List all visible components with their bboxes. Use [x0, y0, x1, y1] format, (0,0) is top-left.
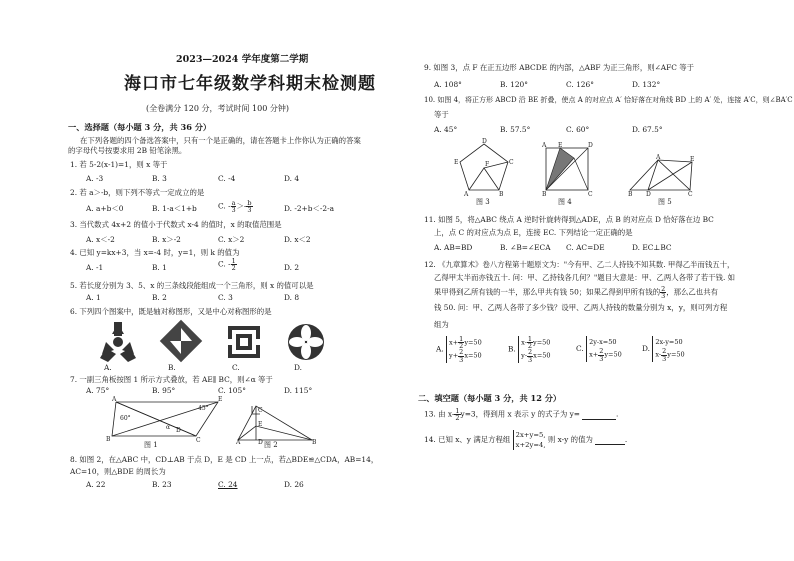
option-b[interactable]: B. 2 [152, 293, 167, 302]
question-8-line2: AC=10，则△BDE 的周长为 [70, 467, 166, 476]
question-4: 4. 已知 y=kx+3，当 x=-4 时，y=1，则 k 的值为 [70, 248, 240, 257]
svg-text:A: A [542, 142, 547, 149]
school-year: 2023—2024 学年度第二学期 [176, 54, 309, 65]
svg-text:A: A [656, 154, 661, 161]
svg-text:B: B [312, 439, 317, 446]
option-c[interactable]: C. [232, 363, 240, 372]
symmetry-patterns-figure [96, 322, 336, 366]
option-d[interactable]: D. [294, 363, 303, 372]
option-b[interactable]: B. x- $\frac{1}{2}$ y=50 y- $\frac{2}{3}$ x=50 [508, 335, 551, 364]
option-a[interactable]: A. 45° [434, 125, 458, 134]
question-3: 3. 当代数式 4x+2 的值小于代数式 x-4 的值时，x 的取值范围是 [70, 220, 282, 229]
option-b[interactable]: B. 3 [152, 174, 167, 183]
right-column [418, 0, 793, 561]
option-b[interactable]: B. 1 [152, 263, 167, 272]
svg-text:B: B [106, 436, 111, 443]
svg-text:α: α [166, 424, 171, 431]
option-c[interactable]: C. 24 [218, 480, 238, 489]
option-a[interactable]: A. 108° [434, 80, 462, 89]
question-2: 2. 若 a＞-b，则下列不等式一定成立的是 [70, 188, 205, 197]
option-b[interactable]: B. x＞-2 [152, 235, 181, 244]
option-b[interactable]: B. 120° [500, 80, 528, 89]
question-10-options [434, 125, 698, 134]
svg-text:B: B [542, 191, 547, 198]
figure-4-square [542, 144, 594, 196]
exam-title: 海口市七年级数学科期末检测题 [124, 74, 376, 94]
question-7-options [86, 386, 350, 395]
option-a[interactable]: A. 22 [86, 480, 106, 489]
figure-3-pentagon [454, 140, 514, 196]
option-c[interactable]: C. -4 [218, 174, 236, 183]
question-5: 5. 若长度分别为 3、5、x 的三条线段能组成一个三角形，则 x 的值可以是 [70, 281, 314, 290]
option-d[interactable]: D. 115° [284, 386, 313, 395]
figure-2-triangle [236, 404, 316, 444]
option-c[interactable]: C. AC=DE [566, 243, 605, 252]
svg-text:A: A [464, 191, 469, 198]
svg-text:C: C [688, 191, 693, 198]
pattern-a-icon [100, 322, 136, 362]
option-c[interactable]: C. - $\frac{1}{2}$ [218, 257, 236, 273]
question-8: 8. 如图 2，在△ABC 中，CD⊥AB 于点 D，E 是 CD 上一点，若△BDE≌△CDA，AB=14， [70, 455, 379, 464]
section2-heading: 二、填空题（每小题 3 分，共 12 分） [418, 393, 562, 403]
svg-text:D: D [482, 138, 487, 145]
option-a[interactable]: A. -3 [86, 174, 104, 183]
question-2-options [86, 200, 386, 216]
option-b[interactable]: B. ∠B=∠ECA [500, 243, 551, 252]
option-c[interactable]: C. 3 [218, 293, 233, 302]
question-13: 13. 由 x- $\frac{1}{2}$ y=3，得到用 x 表示 y 的式子为 y= . [424, 407, 619, 423]
option-d[interactable]: D. 8 [284, 293, 300, 302]
option-d[interactable]: D. 67.5° [632, 125, 663, 134]
question-7: 7. 一副三角板按图 1 所示方式叠放，若 AE∥ BC，则∠α 等于 [70, 375, 273, 384]
figure-5-rotation [628, 154, 695, 198]
svg-text:A: A [236, 439, 241, 446]
left-column [68, 0, 379, 561]
option-a[interactable]: A. AB=BD [434, 243, 473, 252]
svg-text:A: A [112, 396, 117, 403]
question-10-line2: 等于 [434, 110, 449, 119]
question-1: 1. 若 5-2(x-1)=1，则 x 等于 [70, 160, 168, 169]
svg-text:E: E [454, 159, 459, 166]
question-11-line2: 上，点 C 的对应点为点 E，连接 EC. 下列结论一定正确的是 [434, 228, 633, 237]
option-a[interactable]: A. x＜-2 [86, 235, 115, 244]
question-11: 11. 如图 5，将△ABC 绕点 A 逆时针旋转得到△ADE，点 B 的对应点 D 恰好落在边 BC [424, 215, 714, 224]
svg-text:E: E [690, 156, 695, 163]
svg-text:E: E [218, 396, 223, 403]
section1-instruction-2: 的字母代号按要求用 2B 铅笔涂黑。 [68, 146, 187, 155]
option-c[interactable]: C. 2y-x=50 x+ $\frac{2}{3}$ y=50 [576, 338, 622, 363]
option-d[interactable]: D. -2+b＜-2-a [284, 204, 334, 213]
option-d[interactable]: D. 4 [284, 174, 300, 183]
pattern-c-icon [228, 326, 260, 358]
figure-3-caption: 图 3 [476, 198, 490, 206]
figure-2-caption: 图 2 [264, 441, 278, 449]
section1-instruction: 在下列各题的四个备选答案中，只有一个是正确的，请在答题卡上作你认为正确的答案 [80, 136, 361, 145]
svg-text:D: D [258, 439, 263, 446]
svg-text:E: E [258, 421, 263, 428]
svg-text:C: C [588, 191, 593, 198]
exam-subtitle: (全卷满分 120 分，考试时间 100 分钟) [146, 104, 289, 113]
svg-text:C: C [258, 407, 263, 414]
option-c[interactable]: C. 105° [218, 386, 246, 395]
question-12-line2: 乙得甲太半而亦钱五十. 问：甲、乙持钱各几何？"题目大意是：甲、乙两人各带了若干钱. 如 [434, 273, 736, 282]
option-d[interactable]: D. 2x-y=50 x- $\frac{2}{3}$ y=50 [642, 338, 685, 363]
svg-text:D: D [176, 427, 181, 434]
question-3-options [86, 235, 350, 244]
option-c[interactable]: C. - $\frac{a}{3}$ ＞- $\frac{b}{3}$ [218, 199, 252, 215]
figure-4-caption: 图 4 [558, 198, 572, 206]
svg-text:45°: 45° [198, 405, 209, 412]
option-d[interactable]: D. x＜2 [284, 235, 311, 244]
figure-1-caption: 图 1 [144, 441, 158, 449]
question-12-line5: 组为 [434, 320, 449, 329]
option-c[interactable]: C. 126° [566, 80, 594, 89]
option-a[interactable]: A. x+ $\frac{1}{2}$ y=50 y+ $\frac{2}{3}$ x=50 [436, 335, 482, 364]
question-12: 12. 《九章算术》卷八方程第十题原文为："今有甲、乙二人持钱不知其数. 甲得乙半而钱五十， [424, 260, 735, 269]
question-12-line3: 果甲得到乙所有钱的一半，那么甲共有钱 50；如果乙得到甲所有钱的 $\frac{2}{3}$ ，那么乙也共有 [434, 285, 718, 301]
answer-blank-14[interactable] [595, 435, 625, 445]
option-b[interactable]: B. 23 [152, 480, 172, 489]
svg-text:B: B [499, 191, 504, 198]
question-10: 10. 如图 4，将正方形 ABCD 沿 BE 折叠，使点 A 的对应点 A′ 恰好落在对角线 BD 上的 A′ 处，连接 A′C，则∠BA′C [424, 96, 793, 104]
svg-text:B: B [628, 191, 633, 198]
option-d[interactable]: D. 132° [632, 80, 661, 89]
option-a[interactable]: A. 1 [86, 293, 101, 302]
svg-text:C: C [509, 159, 514, 166]
svg-text:D: D [646, 191, 651, 198]
section1-heading: 一、选择题（每小题 3 分，共 36 分） [68, 122, 212, 132]
option-d[interactable]: D. 26 [284, 480, 304, 489]
svg-text:F: F [485, 161, 490, 168]
question-1-options [86, 174, 350, 183]
question-12-options [436, 336, 726, 372]
option-b[interactable]: B. 95° [152, 386, 176, 395]
question-8-options [86, 480, 350, 489]
option-d[interactable]: D. EC⊥BC [632, 243, 672, 252]
option-a[interactable]: A. -1 [86, 263, 104, 272]
question-9: 9. 如图 3，点 F 在正五边形 ABCDE 的内部，△ABF 为正三角形，则∠AFC 等于 [424, 63, 695, 72]
option-c[interactable]: C. x＞2 [218, 235, 245, 244]
figure-1-triangles [106, 396, 226, 442]
svg-text:D: D [588, 142, 593, 149]
figure-5-caption: 图 5 [658, 198, 672, 206]
question-6: 6. 下列四个图案中，既是轴对称图形，又是中心对称图形的是 [70, 307, 272, 316]
option-c[interactable]: C. 60° [566, 125, 590, 134]
option-d[interactable]: D. 2 [284, 263, 300, 272]
answer-blank-13[interactable] [582, 410, 616, 420]
question-6-options [104, 363, 346, 372]
option-a[interactable]: A. 75° [86, 386, 110, 395]
svg-text:C: C [196, 437, 201, 444]
pattern-b-icon [160, 320, 202, 362]
question-9-options [434, 80, 698, 89]
question-11-options [434, 243, 698, 252]
pattern-d-icon [288, 324, 324, 360]
question-14: 14. 已知 x、y 满足方程组 2x+y=5, x+2y=4, 则 x-y 的值为 . [424, 431, 628, 450]
option-b[interactable]: B. [168, 363, 176, 372]
question-5-options [86, 293, 350, 302]
option-a[interactable]: A. [104, 363, 112, 372]
svg-text:60°: 60° [120, 415, 131, 422]
question-4-options [86, 258, 386, 274]
option-a[interactable]: A. a+b＜0 [86, 204, 124, 213]
svg-text:E: E [558, 142, 563, 149]
option-b[interactable]: B. 1-a＜1+b [152, 204, 197, 213]
option-b[interactable]: B. 57.5° [500, 125, 531, 134]
question-12-line4: 钱 50. 问：甲、乙两人各带了多少钱？设甲、乙两人持钱的数量分别为 x，y，则可列方程 [434, 303, 728, 312]
